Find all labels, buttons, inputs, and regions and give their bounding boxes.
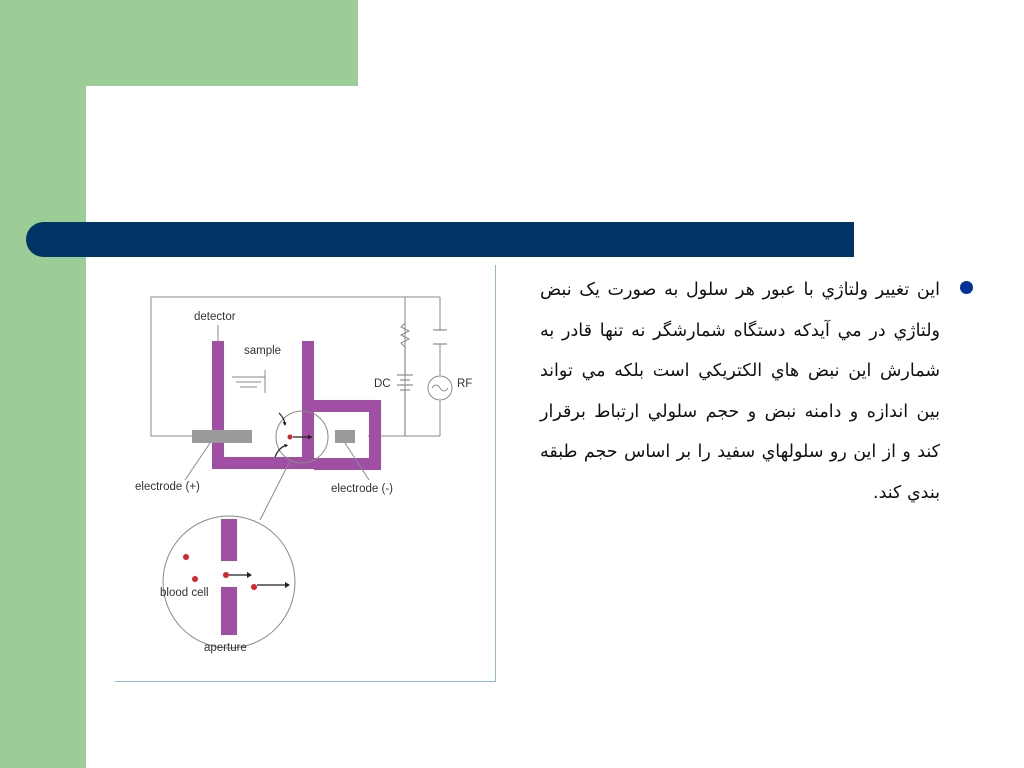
background-green-top — [0, 0, 358, 86]
blood-cell — [183, 554, 189, 560]
label-blood-cell: blood cell — [160, 587, 209, 599]
label-electrode-positive: electrode (+) — [135, 481, 200, 493]
blood-cell-small — [288, 435, 293, 440]
blood-cell — [223, 572, 229, 578]
label-dc: DC — [374, 378, 391, 390]
label-electrode-negative: electrode (-) — [331, 483, 393, 495]
label-rf: RF — [457, 378, 473, 390]
capacitor-symbol — [433, 330, 447, 344]
aperture-wall-top — [221, 519, 237, 561]
bullet-point-icon — [960, 281, 973, 294]
electrode-positive — [192, 430, 252, 443]
blood-cell — [192, 576, 198, 582]
blood-cell — [251, 584, 257, 590]
diagram-svg — [115, 265, 495, 681]
sample-fluid — [232, 370, 265, 393]
dc-battery-symbol — [397, 347, 413, 436]
sample-channel — [212, 341, 381, 470]
title-bar — [26, 222, 854, 257]
background-green-left — [0, 0, 86, 768]
rf-source-icon — [428, 376, 452, 400]
label-sample: sample — [244, 345, 282, 357]
label-aperture: aperture — [204, 642, 247, 654]
label-detector: detector — [194, 311, 236, 323]
electrode-negative — [335, 430, 355, 443]
coulter-counter-diagram — [115, 265, 496, 682]
body-text: این تغییر ولتاژي با عبور هر سلول به صورت یک نبض ولتاژي در مي آیدکه دستگاه شمارشگر نه تنها قادر به شمارش این نبض هاي الکتریکي است بلکه مي تواند بین اندازه و دامنه نبض و حجم سلولي ارتباط برقرار کند و از این رو سلولهاي سفید را بر اساس حجم طبقه بندي کند. — [540, 280, 940, 503]
aperture-wall-bottom — [221, 587, 237, 635]
